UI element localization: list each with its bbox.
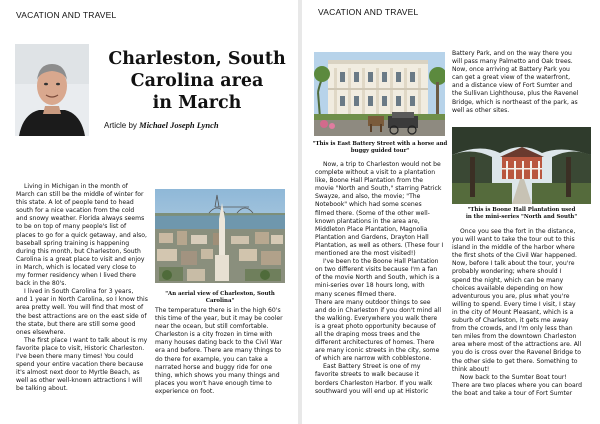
- body-text-line: to be on top of many people's list of: [16, 223, 127, 231]
- body-text-line: The first place I want to talk about is my: [24, 336, 148, 344]
- body-text-line: is a great photo opportunity because of: [315, 322, 436, 330]
- title-line: Carolina area: [130, 71, 264, 91]
- body-text-line: mini-series over 18 hours long, with: [315, 282, 425, 290]
- body-text-line: I've been to the Boone Hall Plantation: [323, 258, 439, 266]
- body-text-line: East Battery Street is one of my: [323, 363, 421, 371]
- author-name: Michael Joseph Lynch: [139, 120, 219, 130]
- body-text-line: probably wondering; where should I: [452, 268, 562, 276]
- body-text-line: of the movie North and South, which is a: [315, 274, 440, 282]
- right-page: [302, 0, 600, 424]
- body-text-line: all the draping moss trees and the: [315, 330, 421, 338]
- body-text-line: March can still be the middle of winter for: [16, 191, 144, 199]
- body-text-line: favorite streets to walk because it: [315, 371, 419, 379]
- body-text-line: will pass many Palmetto and Oak trees.: [452, 58, 573, 66]
- byline-prefix: Article by: [104, 121, 137, 130]
- photo-caption: "An aerial view of Charleston, South Carolina": [165, 291, 275, 304]
- byline: [104, 120, 294, 130]
- body-text-line: the other side to get there. Something to: [452, 357, 578, 365]
- body-text-line: from the crowds, and I'm only less than: [452, 325, 573, 333]
- aerial-photo: [155, 189, 285, 283]
- body-text-line: near the ocean, but still comfortable.: [155, 323, 269, 331]
- body-text-line: during this month, but Charleston, South: [16, 247, 141, 255]
- caption-line: "This is East Battery Street with a horse and: [312, 141, 448, 147]
- section-label: VACATION AND TRAVEL: [318, 7, 419, 17]
- body-column-1: [16, 183, 152, 393]
- body-text-line: Now, a trip to Charleston would not be: [323, 161, 441, 168]
- body-text-line: There are two places where you can board: [452, 381, 582, 389]
- body-text-line: filmed there. (Some of the other well-: [315, 209, 430, 217]
- body-text-line: and do in Charleston if you don't mind all: [315, 306, 442, 314]
- body-text-line: Middleton Place Plantation, Magnolia: [315, 225, 428, 233]
- body-text-line: the first shots of the Civil War happened.: [452, 252, 577, 260]
- body-text-line: southward you will end up at Historic: [315, 387, 429, 395]
- body-text-line: places to go for a quick getaway, and also,: [16, 231, 147, 239]
- body-text-line: think about!: [452, 365, 490, 373]
- body-text-line: different architectures of homes. There: [315, 339, 435, 347]
- body-text-line: ten miles from the downtown Charleston: [452, 333, 577, 341]
- body-text-line: it's almost next door to Myrtle Beach, as: [16, 369, 140, 377]
- body-text-line: Battery Park, and on the way there you: [452, 50, 572, 57]
- body-text-line: the best attractions are on the east side of: [16, 312, 147, 320]
- body-text-line: like, Boone Hall Plantation from the: [315, 177, 423, 185]
- photo-caption: [452, 207, 591, 220]
- boone-hall-photo: [452, 127, 591, 204]
- body-text-line: Swayze, and also, the movie; "The: [315, 193, 421, 201]
- body-text-line: I've been there many times! You could: [16, 352, 134, 360]
- body-text-line: this time of the year, but it may be cooler: [155, 315, 283, 323]
- body-text-line: on two different visits because I'm a fan: [315, 266, 438, 274]
- left-page: [0, 0, 298, 424]
- body-text-line: many houses dating back to the Civil War: [155, 339, 283, 347]
- caption-line: in the mini-series "North and South": [465, 213, 578, 220]
- body-text-line: Bridge, which is northeast of the park, as: [452, 98, 578, 106]
- body-text-line: are many iconic streets in the city, some: [315, 347, 440, 355]
- title-line: in March: [152, 93, 242, 113]
- body-text-line: adventurous you are, plus what you're: [452, 292, 570, 300]
- body-text-line: known plantations in the area are,: [315, 217, 420, 225]
- body-text-line: this state. A lot of people tend to head: [16, 199, 134, 207]
- body-text-line: Plantation and Gardens, Drayton Hall: [315, 233, 429, 241]
- body-text-line: Carolina is a great place to visit and enjoy: [16, 255, 145, 263]
- body-text-line: back in the 80's.: [16, 280, 67, 288]
- body-text-line: well as other sites.: [452, 106, 510, 114]
- body-text-line: I lived in South Carolina for 3 years,: [24, 288, 134, 296]
- body-text-line: borders Charleston Harbor. If you walk: [315, 379, 433, 387]
- body-column-2: [155, 307, 291, 396]
- article-title: [102, 48, 292, 114]
- body-text-line: well as other well-known attractions I will: [16, 377, 142, 385]
- body-column-2-bottom: [452, 228, 592, 398]
- body-text-line: you do is cross over the Ravenel Bridge to: [452, 349, 582, 357]
- body-text-line: south for a nice vacation from the cold: [16, 207, 135, 215]
- body-text-line: you will want to take the tour out to this: [452, 236, 575, 244]
- body-text-line: area pretty well. You will find that most of: [16, 304, 144, 312]
- body-text-line: movie "North and South," starring Patrick: [315, 185, 442, 193]
- body-text-line: Once you see the fort in the distance,: [460, 228, 576, 235]
- body-column-1: [315, 161, 452, 396]
- body-text-line: island in the middle of the harbor where: [452, 244, 575, 252]
- body-text-line: Living in Michigan in the month of: [24, 183, 128, 190]
- body-text-line: There are many outdoor things to see: [315, 298, 431, 306]
- body-text-line: suburb of Charleston, it gets me away: [452, 317, 569, 325]
- body-text-line: places you won't have enough time to: [155, 379, 272, 387]
- body-text-line: the boat and take a tour of Fort Sumter: [452, 389, 573, 397]
- body-text-line: Charleston is a city frozen in time with: [155, 331, 273, 339]
- body-text-line: the Sullivan Lighthouse, plus the Ravenel: [452, 90, 579, 98]
- body-text-line: in March, which is located very close to: [16, 263, 137, 271]
- caption-line: buggy guided tour": [350, 147, 410, 154]
- body-text-line: the walking. Everywhere you walk there: [315, 314, 438, 322]
- body-text-line: experience on foot.: [155, 387, 215, 395]
- body-text-line: Now back to the Sumter Boat tour!: [460, 373, 567, 381]
- body-column-2-top: [452, 50, 592, 115]
- body-text-line: Notebook" which had some scenes: [315, 201, 422, 209]
- body-text-line: many scenes filmed there.: [315, 290, 397, 298]
- body-text-line: be talking about.: [16, 385, 68, 393]
- body-text-line: can get a great view of the waterfront,: [452, 74, 571, 82]
- body-text-line: narrated horse and buggy ride for one: [155, 363, 272, 371]
- east-battery-photo: [314, 52, 445, 136]
- section-label: VACATION AND TRAVEL: [16, 10, 117, 20]
- body-text-line: the state, but there are still some good: [16, 320, 136, 328]
- photo-caption: [312, 141, 448, 154]
- title-line: Charleston, South: [108, 49, 286, 69]
- body-text-line: of which are narrow with cobblestone.: [315, 355, 432, 363]
- body-text-line: ones elsewhere.: [16, 328, 66, 336]
- body-text-line: in the city of Mount Pleasant, which is a: [452, 308, 574, 316]
- body-text-line: my former residency when I lived there: [16, 272, 137, 280]
- body-text-line: willing to spend. Every time I visit, I stay: [452, 300, 576, 308]
- body-text-line: baseball spring training is happening: [16, 239, 130, 247]
- body-text-line: era and before. There are many things to: [155, 347, 281, 355]
- body-text-line: Plantation, as well as others. (These four I: [315, 241, 444, 249]
- body-text-line: favorite place to visit, Historic Charleston.: [16, 344, 145, 352]
- caption-line: "This is Boone Hall Plantation used: [467, 207, 576, 213]
- body-text-line: Now, before I talk about the tour, you're: [452, 260, 575, 268]
- body-text-line: Now, once arriving at Battery Park you: [452, 66, 570, 74]
- body-text-line: thing, which shows you many things and: [155, 371, 280, 379]
- body-text-line: and a distance view of Fort Sumter and: [452, 82, 573, 90]
- body-text-line: spend the night, which can be many: [452, 276, 564, 284]
- body-text-line: complete without a visit to a plantation: [315, 169, 436, 177]
- author-photo: [15, 44, 89, 136]
- body-text-line: The temperature there is in the high 60's: [155, 307, 281, 314]
- body-text-line: do there for example, you can take a: [155, 355, 268, 363]
- body-text-line: area where most of the attractions are. All: [452, 341, 582, 349]
- body-text-line: choices available depending on how: [452, 284, 563, 292]
- body-text-line: spend your entire vacation there because: [16, 361, 144, 369]
- body-text-line: and snowy weather. Florida always seems: [16, 215, 145, 223]
- body-text-line: mentioned are the most visited!): [315, 250, 416, 258]
- body-text-line: and 1 year in North Carolina, so I know this: [16, 296, 148, 304]
